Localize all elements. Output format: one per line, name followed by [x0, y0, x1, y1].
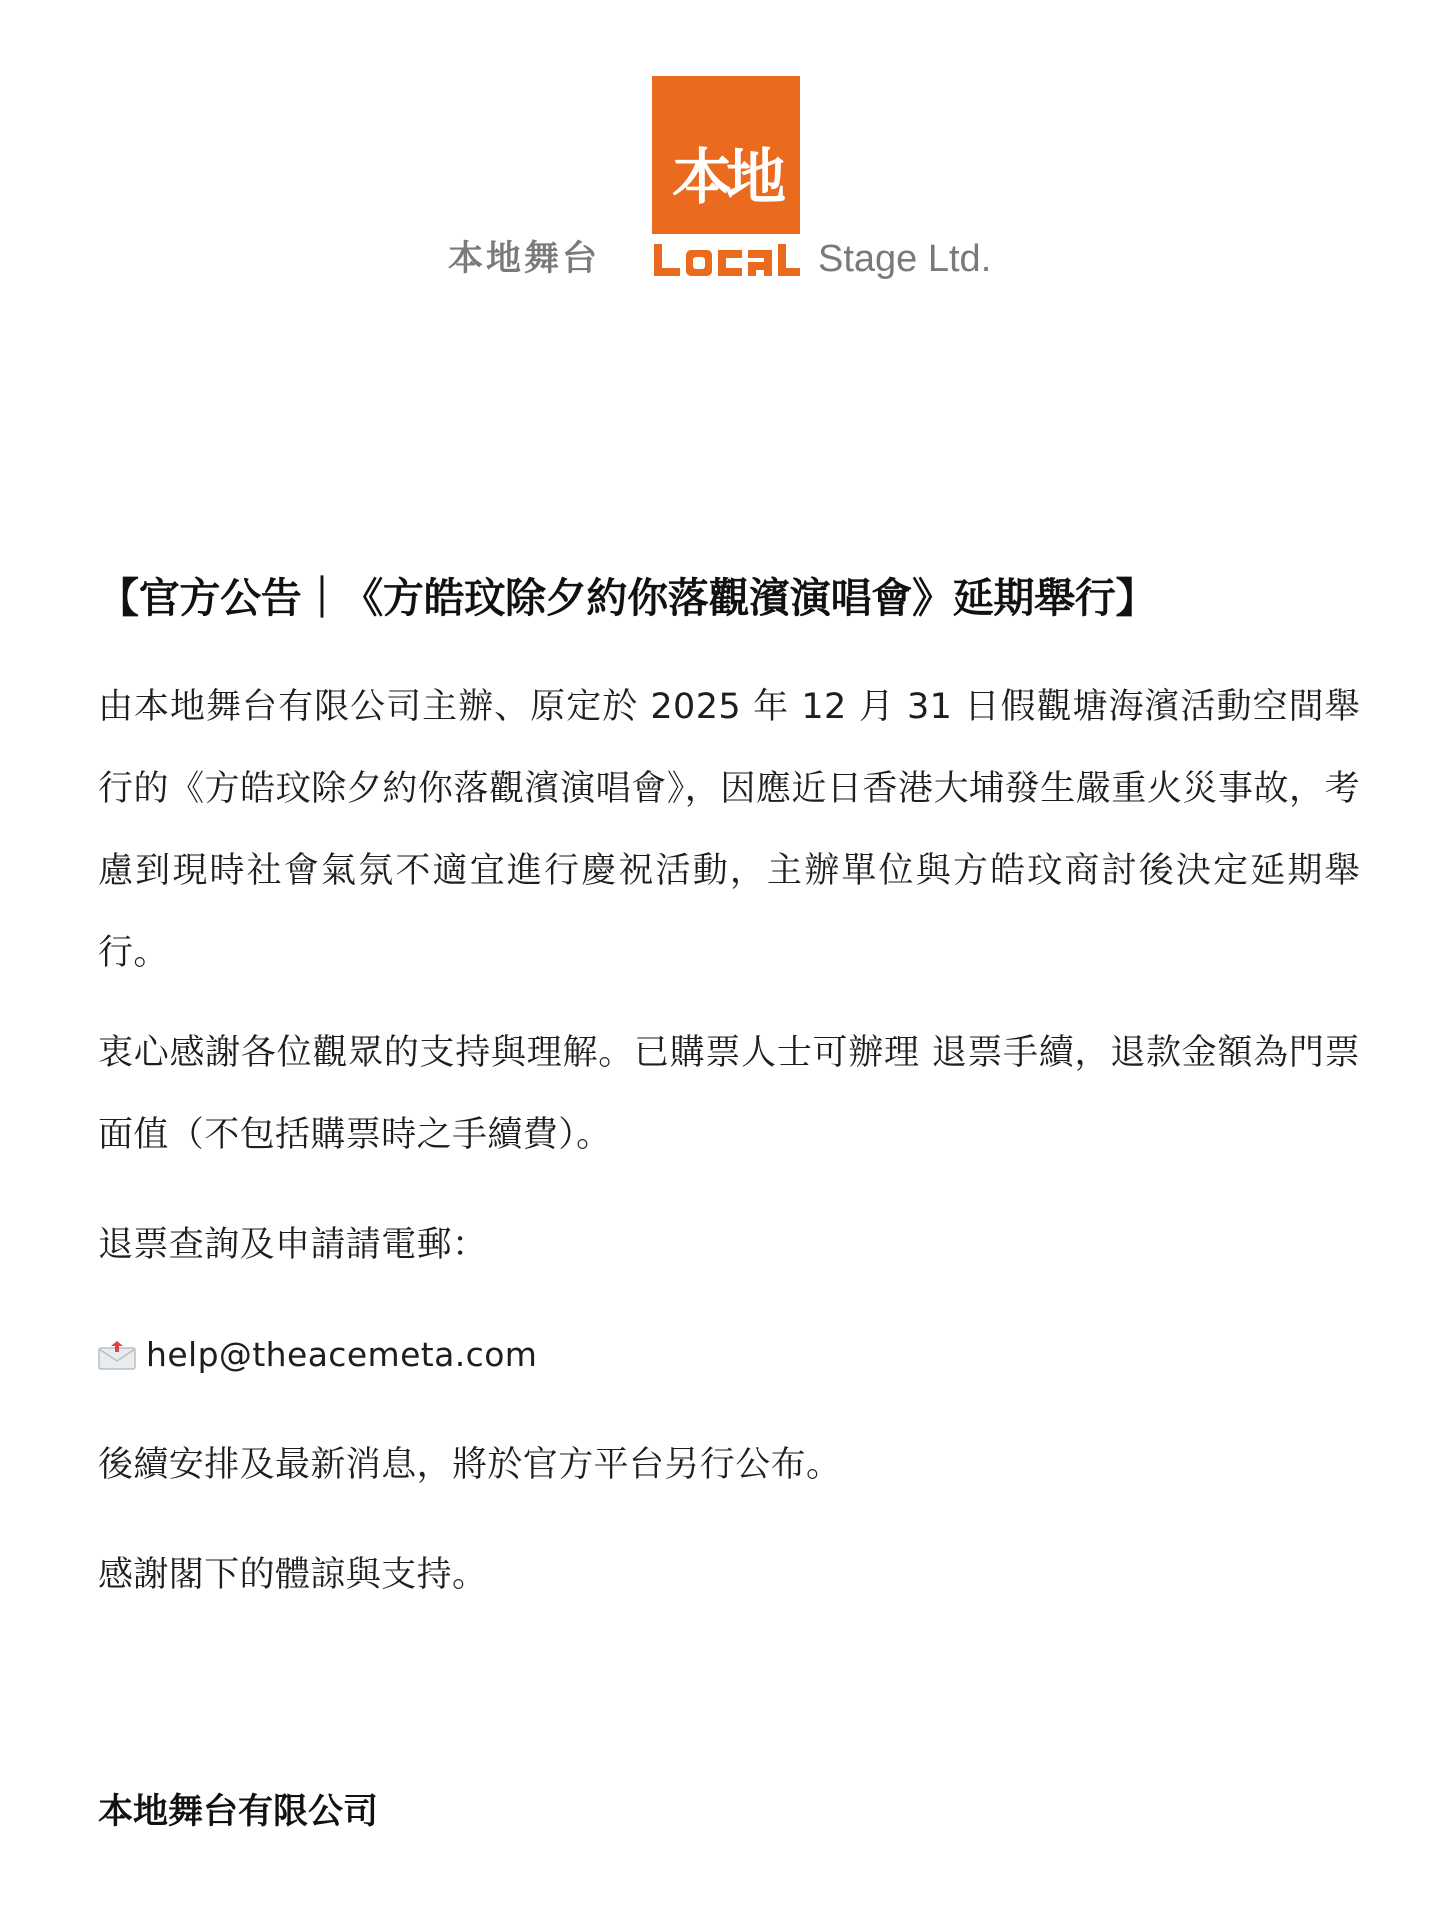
paragraph-refund: 衷心感謝各位觀眾的支持與理解。已購票人士可辦理 退票手續，退款金額為門票面值（不包括購票時之手續費）。: [98, 1033, 1360, 1155]
announcement-title: 【官方公告｜《方皓玟除夕約你落觀濱演唱會》延期舉行】: [98, 574, 1157, 622]
email-link[interactable]: help@theacemeta.com: [146, 1335, 538, 1374]
paragraph-updates: 後續安排及最新消息，將於官方平台另行公布。: [98, 1445, 842, 1485]
paragraph-thanks: 感謝閣下的體諒與支持。: [98, 1555, 488, 1595]
logo-chinese-name: 本地舞台: [448, 239, 601, 279]
paragraph-refund-enquiry: 退票查詢及申請請電郵：: [98, 1225, 488, 1265]
signature-company-name: 本地舞台有限公司: [98, 1792, 379, 1832]
paragraph-postponement: 由本地舞台有限公司主辦、原定於 2025 年 12 月 31 日假觀塘海濱活動空間舉行的《方皓玟除夕約你落觀濱演唱會》，因應近日香港大埔發生嚴重火災事故，考慮到現時社會氣氛不適宜進行慶祝活動，主辦單位與方皓玟商討後決定延期舉行。: [98, 687, 1360, 973]
logo-english-name: Stage Ltd.: [818, 238, 992, 280]
envelope-icon: [98, 1340, 136, 1370]
logo-orange-box: [652, 76, 800, 234]
announcement: [98, 566, 1360, 1616]
email-line: [98, 1314, 1360, 1396]
logo-local-wordmark: [652, 240, 802, 280]
logo-box-text: 本地: [672, 143, 780, 213]
company-logo: [0, 0, 1440, 300]
